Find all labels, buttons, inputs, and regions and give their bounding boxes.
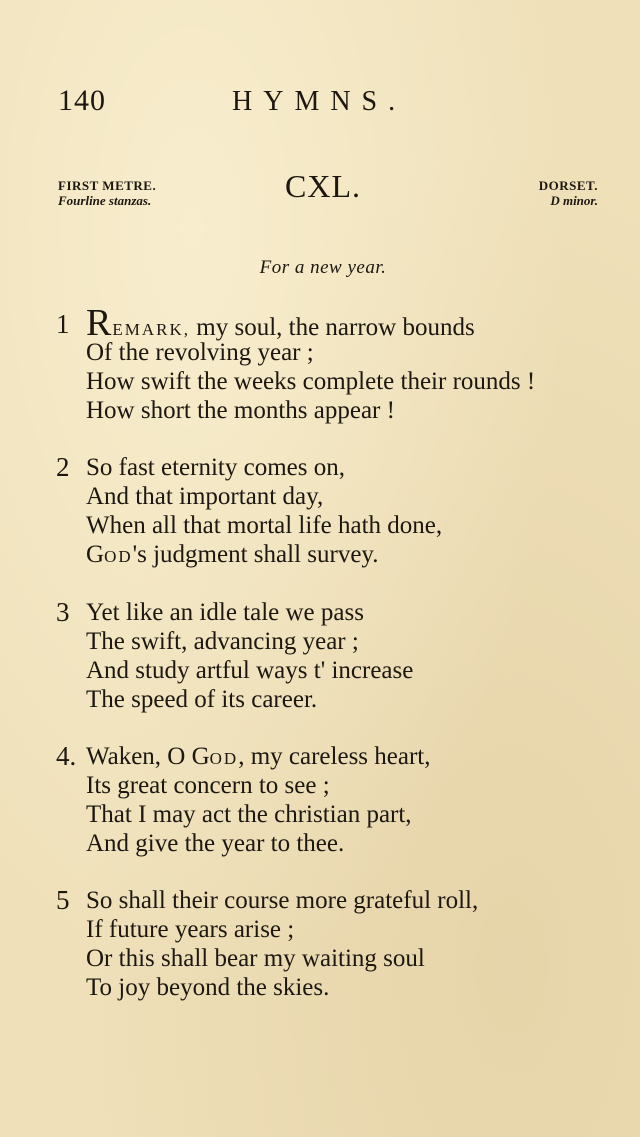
verse-line	[86, 540, 379, 571]
verse-line: So fast eternity comes on,	[86, 454, 345, 481]
verse-line-text: Waken, O	[86, 743, 192, 770]
page-number: 140	[58, 84, 106, 117]
verse-line-text: my soul, the narrow bounds	[190, 314, 475, 341]
verse-line: So shall their course more grateful roll,	[86, 887, 479, 914]
capital-letter: G	[86, 541, 105, 568]
verse-line: And study artful ways t' increase	[86, 657, 414, 684]
running-head	[58, 84, 578, 124]
tune-label	[539, 178, 598, 208]
small-caps-word: OD	[104, 547, 133, 566]
verse-line: And that important day,	[86, 483, 324, 510]
verse-line: And give the year to thee.	[86, 830, 345, 857]
hymn-number: CXL.	[285, 168, 361, 204]
small-caps-word: EMARK,	[112, 320, 191, 339]
stanza-number: 2	[56, 452, 70, 482]
verse-line: That I may act the christian part,	[86, 801, 412, 828]
verse-line: Of the revolving year ;	[86, 339, 314, 366]
verse-line: If future years arise ;	[86, 916, 295, 943]
stanza-number: 4.	[56, 741, 77, 771]
verse-line: Or this shall bear my waiting soul	[86, 945, 425, 972]
capital-letter: G	[191, 743, 210, 770]
stanza-number: 1	[56, 309, 70, 339]
verse-line: When all that mortal life hath done,	[86, 512, 443, 539]
small-caps-word: OD	[209, 749, 239, 768]
metre-stanza-form: Fourline stanzas.	[58, 193, 152, 208]
verse-line: To joy beyond the skies.	[86, 974, 330, 1001]
verse-line: How swift the weeks complete their rounds !	[86, 368, 536, 395]
running-title: HYMNS.	[232, 86, 407, 117]
drop-initial: R	[86, 302, 113, 344]
stanza-number: 3	[56, 597, 70, 627]
tune-key: D minor.	[550, 193, 598, 208]
verse-line-text: , my careless heart,	[238, 743, 431, 770]
tune-name: DORSET.	[538, 178, 598, 193]
verse-line-text: 's judgment shall survey.	[132, 541, 379, 568]
verse-line: The swift, advancing year ;	[86, 628, 359, 655]
metre-name: FIRST METRE.	[58, 178, 157, 193]
verse-line: The speed of its career.	[86, 686, 318, 713]
verse-line: Yet like an idle tale we pass	[86, 599, 364, 626]
verse-line	[86, 742, 431, 773]
hymn-subject: For a new year.	[259, 257, 387, 278]
verse-line: How short the months appear !	[86, 397, 395, 424]
verse-line: Its great concern to see ;	[86, 772, 330, 799]
stanza-number: 5	[56, 885, 70, 915]
